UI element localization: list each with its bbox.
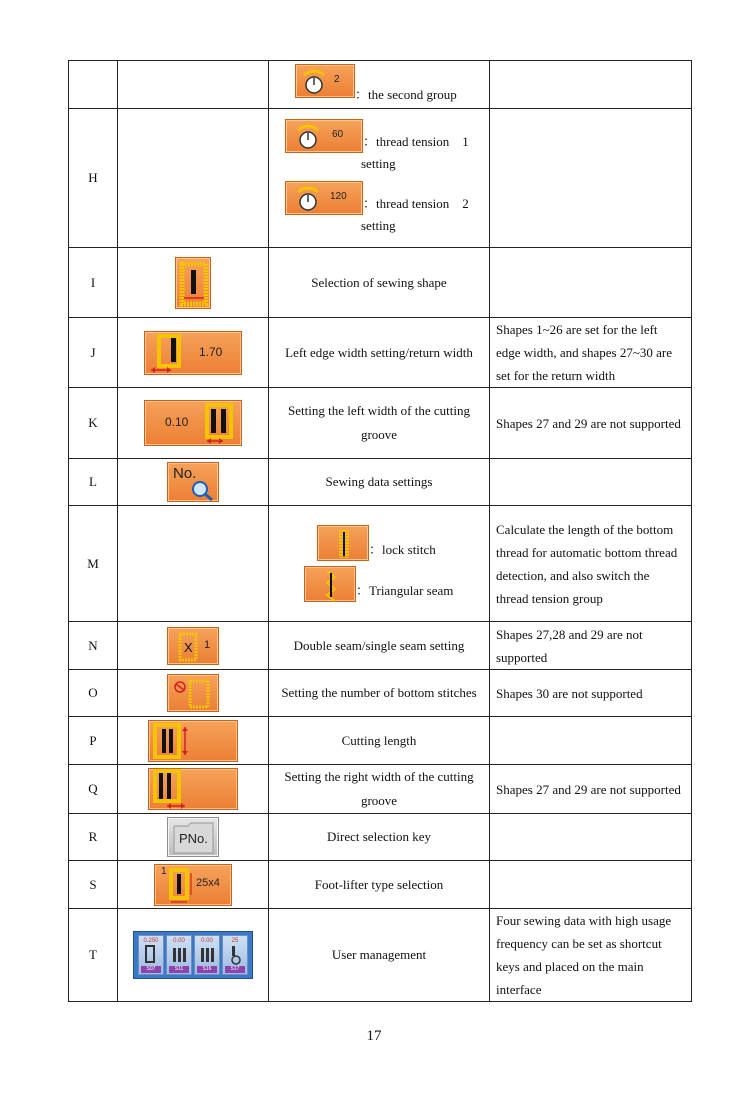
row-note [490,459,692,506]
row-desc-cell [269,61,490,109]
row-note: Shapes 27 and 29 are not supported [490,765,692,814]
desc-text: ：lock stitch [369,542,436,557]
triangular-seam-button[interactable] [304,566,356,602]
row-note [490,248,692,318]
row-desc: Setting the right width of the cutting groove [269,765,490,814]
seam-count: 1 [204,638,211,651]
table-row [69,388,692,459]
row-desc: Setting the number of bottom stitches [269,670,490,717]
lock-stitch-button[interactable] [317,525,369,561]
left-width-icon [145,332,243,376]
row-icon-cell [118,61,269,109]
tension-group-value: 2 [334,73,340,85]
cutting-length-button[interactable] [148,720,238,762]
shortcut-bottom: S07 [141,966,161,973]
row-key: O [69,670,118,717]
table-row [69,717,692,765]
table-row [69,248,692,318]
row-note: Shapes 1~26 are set for the left edge width, and shapes 27~30 are set for the return width [490,318,692,388]
row-key: N [69,622,118,670]
row-icon-cell [118,717,269,765]
sewing-shape-icon [176,258,212,310]
svg-text:X: X [184,639,193,655]
tension-value: 120 [330,191,347,202]
row-icon-cell [118,459,269,506]
right-width-icon [149,769,239,811]
data-search-icon [168,463,220,503]
shortcut-bottom: S16 [197,966,217,973]
table-row [69,765,692,814]
row-key: I [69,248,118,318]
row-desc-cell [269,109,490,248]
row-desc: Foot-lifter type selection [269,861,490,909]
row-desc: Double seam/single seam setting [269,622,490,670]
shortcut-key[interactable] [138,935,164,975]
foot-lifter-value: 25x4 [196,876,220,889]
direct-select-button[interactable] [167,817,219,857]
shortcut-top: 0.00 [201,938,213,944]
bottom-stitch-button[interactable] [167,674,219,712]
row-key [69,61,118,109]
table-row [69,622,692,670]
shortcut-top: 0.250 [143,938,159,944]
cutting-groove-value: 0.10 [165,415,189,429]
row-note: Shapes 27 and 29 are not supported [490,388,692,459]
row-key: P [69,717,118,765]
row-desc-cell [269,506,490,622]
row-note [490,61,692,109]
row-key: T [69,909,118,1002]
desc-text: setting [361,218,396,233]
page-number: 17 [366,1028,382,1044]
row-key: Q [69,765,118,814]
row-note [490,814,692,861]
row-icon-cell [118,670,269,717]
row-note [490,717,692,765]
tension-dial-icon [296,65,356,99]
thread-tension-2-button[interactable] [285,181,363,215]
row-icon-cell [118,814,269,861]
shortcut-bottom: S17 [225,966,245,973]
function-table [68,60,692,1002]
row-desc: Direct selection key [269,814,490,861]
row-note: Shapes 30 are not supported [490,670,692,717]
row-note: Calculate the length of the bottom thread for automatic bottom thread detection, and also switch the thread tension group [490,506,692,622]
row-icon-cell [118,318,269,388]
table-row [69,109,692,248]
shortcut-key[interactable] [222,935,248,975]
sewing-shape-button[interactable] [175,257,211,309]
shortcut-top: 25 [231,938,239,944]
table-row [69,506,692,622]
foot-lifter-icon [155,865,233,907]
desc-text: ：Triangular seam [356,583,454,598]
row-desc: Setting the left width of the cutting groove [269,388,490,459]
desc-text: ：thread tension 1 [363,134,469,149]
table-row [69,318,692,388]
row-key: K [69,388,118,459]
cutting-groove-icon [145,401,243,447]
left-width-button[interactable] [144,331,242,375]
cutting-groove-left-button[interactable] [144,400,242,446]
row-note: Four sewing data with high usage frequency can be set as shortcut keys and placed on the main interface [490,909,692,1002]
row-icon-cell [118,765,269,814]
row-key: M [69,506,118,622]
shortcut-key[interactable] [194,935,220,975]
row-icon-cell [118,506,269,622]
foot-lifter-number: 1 [161,865,167,877]
row-icon-cell [118,622,269,670]
row-icon-cell [118,861,269,909]
row-icon-cell [118,248,269,318]
desc-text: ：the second group [355,86,457,102]
tension-dial-icon [286,182,364,216]
bottom-stitch-icon [168,675,220,713]
double-seam-button[interactable] [167,627,219,665]
row-key: H [69,109,118,248]
row-desc: Sewing data settings [269,459,490,506]
row-note [490,861,692,909]
table-row [69,670,692,717]
row-note [490,109,692,248]
triangular-seam-icon [305,567,357,603]
row-note: Shapes 27,28 and 29 are not supported [490,622,692,670]
row-desc: Cutting length [269,717,490,765]
shortcut-top: 0.00 [173,938,185,944]
table-row [69,909,692,1002]
desc-text: ：thread tension 2 [363,196,469,211]
cutting-length-icon [149,721,239,763]
table-row [69,861,692,909]
row-key: S [69,861,118,909]
row-icon-cell [118,109,269,248]
foot-lifter-button[interactable] [154,864,232,906]
lock-stitch-icon [318,526,370,562]
table-row [69,61,692,109]
user-shortcut-panel [133,931,253,979]
row-key: L [69,459,118,506]
thread-tension-1-button[interactable] [285,119,363,153]
double-seam-icon [168,628,220,666]
left-width-value: 1.70 [199,344,223,359]
tension-dial-icon [286,120,364,154]
row-key: J [69,318,118,388]
row-desc: User management [269,909,490,1002]
tension-group-button[interactable] [295,64,355,98]
shortcut-bottom: S11 [169,966,189,973]
row-desc: Selection of sewing shape [269,248,490,318]
row-key: R [69,814,118,861]
shortcut-key[interactable] [166,935,192,975]
tension-value: 60 [332,129,344,140]
row-icon-cell [118,388,269,459]
sewing-data-button[interactable] [167,462,219,502]
direct-select-label: PNo. [179,831,208,846]
right-width-button[interactable] [148,768,238,810]
sewing-data-label: No. [173,465,197,482]
table-row [69,459,692,506]
desc-text: setting [361,156,396,171]
row-desc: Left edge width setting/return width [269,318,490,388]
row-icon-cell [118,909,269,1002]
table-row [69,814,692,861]
